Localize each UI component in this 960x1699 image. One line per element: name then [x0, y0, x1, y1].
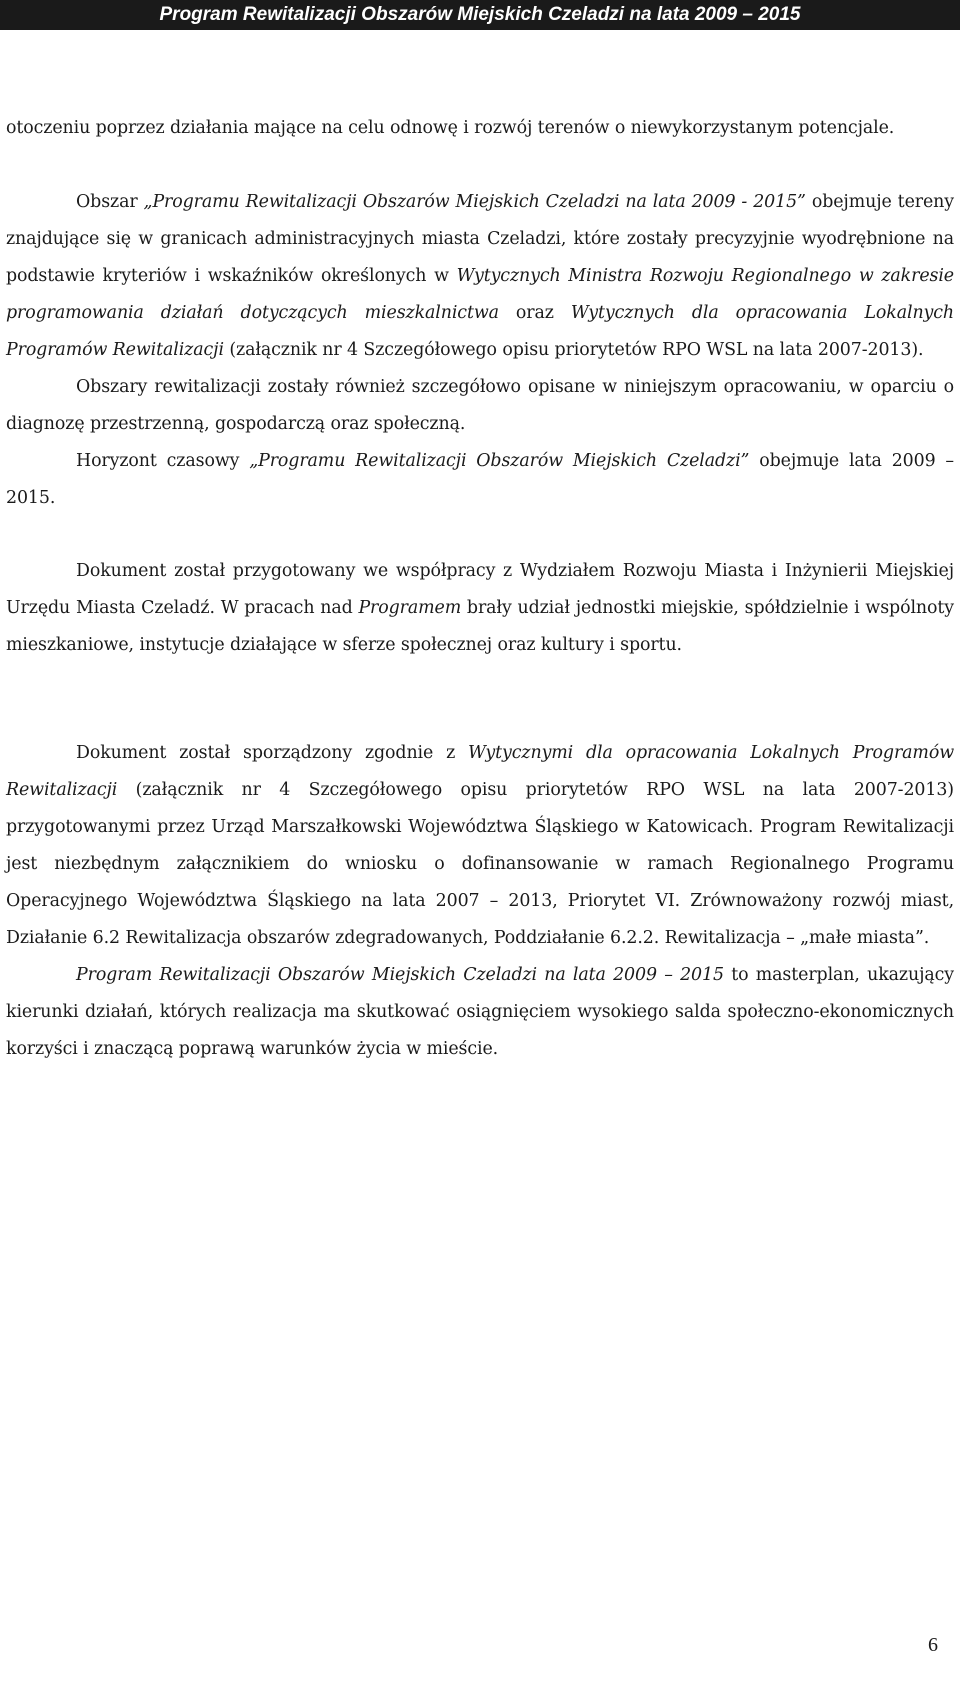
header-title: Program Rewitalizacji Obszarów Miejskich Czeladzi na lata 2009 – 2015 — [159, 4, 801, 25]
paragraph-revitalization-areas — [6, 369, 954, 443]
program-title-italic: Program Rewitalizacji Obszarów Miejskich Czeladzi na lata 2009 – 2015 — [76, 965, 724, 985]
paragraph-masterplan — [6, 957, 954, 1068]
program-word-italic: Programem — [358, 598, 462, 618]
paragraph-text: to masterplan, ukazujący kierunki działań, których realizacja ma skutkować osiągnięciem wysokiego salda społeczno-ekonomicznych korzyści i znaczącą poprawą warunków życia w mieście. — [6, 965, 954, 1059]
paragraph-text: (załącznik nr 4 Szczegółowego opisu priorytetów RPO WSL na lata 2007-2013) przygotowanymi przez Urząd Marszałkowski Województwa Śląskiego w Katowicach. Program Rewitalizacji jest niezbędnym załącznikiem do wniosku o dofinansowanie w ramach Regionalnego Programu Operacyjnego Województwa Śląskiego na lata 2007 – 2013, Priorytet VI. Zrównoważony rozwój miast, Działanie 6.2 Rewitalizacja obszarów zdegradowanych, Poddziałanie 6.2.2. Rewitalizacja – „małe miasta”. — [6, 780, 954, 948]
guidelines-title-italic: Wytycznych Ministra Rozwoju Regionalnego w zakresie programowania działań dotyczących mieszkalnictwa — [6, 266, 954, 323]
paragraph-text: oraz — [498, 303, 571, 323]
paragraph-text: Obszary rewitalizacji zostały również szczegółowo opisane w niniejszym opracowaniu, w oparciu o diagnozę przestrzenną, gospodarczą oraz społeczną. — [6, 377, 954, 434]
paragraph-text: (załącznik nr 4 Szczegółowego opisu priorytetów RPO WSL na lata 2007-2013). — [223, 340, 924, 360]
paragraph-time-horizon — [6, 443, 954, 517]
paragraph-cooperation — [6, 553, 954, 664]
program-title-italic: „Programu Rewitalizacji Obszarów Miejskich Czeladzi na lata 2009 - 2015” — [143, 192, 806, 212]
paragraph-text: obejmuje lata 2009 – 2015. — [6, 451, 955, 508]
document-body — [6, 110, 954, 1068]
paragraph-continuation — [6, 110, 954, 147]
paragraph-compliance — [6, 735, 954, 957]
paragraph-text: Dokument został sporządzony zgodnie z — [76, 743, 469, 763]
running-header — [0, 0, 960, 30]
paragraph-text: Dokument został przygotowany we współpracy z Wydziałem Rozwoju Miasta i Inżynierii Miejskiej Urzędu Miasta Czeladź. W pracach nad — [6, 561, 954, 618]
paragraph-program-area — [6, 184, 954, 369]
paragraph-text: otoczeniu poprzez działania mające na celu odnowę i rozwój terenów o niewykorzystanym potencjale. — [6, 118, 895, 138]
program-title-italic: „Programu Rewitalizacji Obszarów Miejskich Czeladzi” — [249, 451, 750, 471]
paragraph-text: brały udział jednostki miejskie, spółdzielnie i wspólnoty mieszkaniowe, instytucje działające w sferze społecznej oraz kultury i sportu. — [6, 598, 954, 655]
paragraph-text: obejmuje tereny znajdujące się w granicach administracyjnych miasta Czeladzi, które zostały precyzyjnie wyodrębnione na podstawie kryteriów i wskaźników określonych w — [6, 192, 954, 286]
page-number: 6 — [928, 1634, 938, 1656]
guidelines-title-italic: Wytycznych dla opracowania Lokalnych Programów Rewitalizacji — [6, 303, 955, 360]
guidelines-title-italic: Wytycznymi dla opracowania Lokalnych Programów Rewitalizacji — [6, 743, 954, 800]
paragraph-text: Obszar — [76, 192, 144, 212]
paragraph-text: Horyzont czasowy — [76, 451, 250, 471]
